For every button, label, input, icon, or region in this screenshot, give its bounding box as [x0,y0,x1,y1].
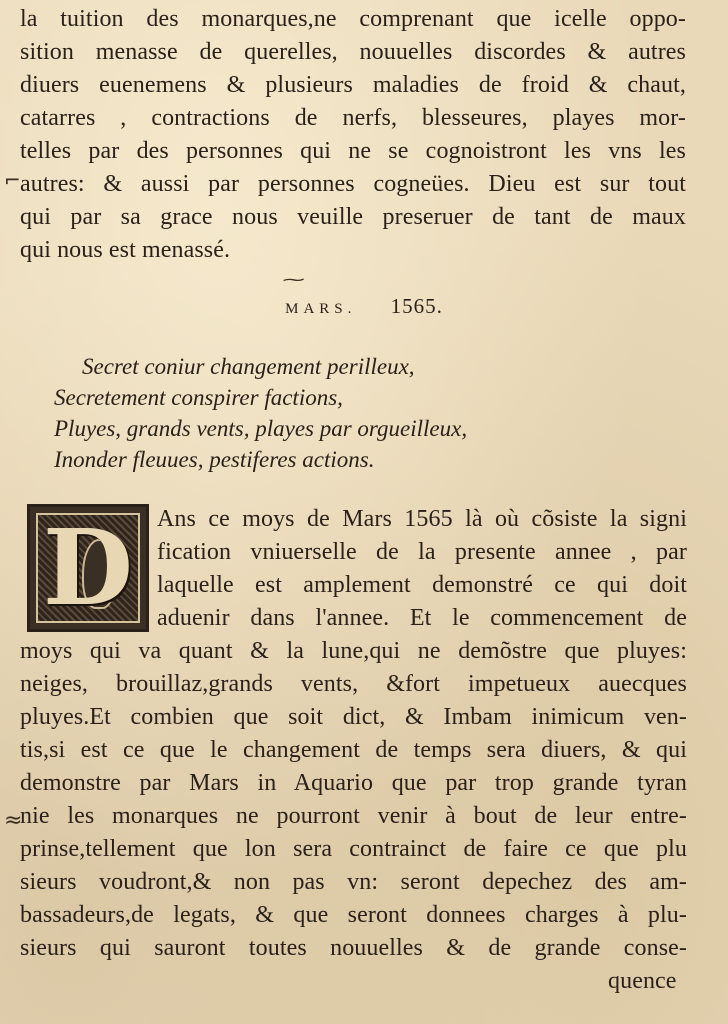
text-line: tis,si est ce que le changement de temps sera diuers, & qui [20,737,687,763]
text-line: qui par sa grace nous veuille preseruer de tant de maux [20,204,686,230]
text-line: telles par des personnes qui ne se cognoistront les vns les [20,138,686,164]
text-line: prinse,tellement que lon sera contrainct de faire ce que plu [20,836,687,862]
text-line: autres: & aussi par personnes cogneües. Dieu est sur tout [20,171,686,197]
text-line: nie les monarques ne pourront venir à bout de leur entre- [20,803,687,829]
text-line: neiges, brouillaz,grands vents, &fort impetueux auecques [20,671,687,697]
text-line: moys qui va quant & la lune,qui ne demõstre que pluyes: [20,638,687,664]
text-line: demonstre par Mars in Aquario que par trop grande tyran [20,770,687,796]
text-line: pluyes.Et combien que soit dict, & Imbam inimicum ven- [20,704,687,730]
text-line: diuers euenemens & plusieurs maladies de froid & chaut, [20,72,686,98]
verse-line: Pluyes, grands vents, playes par orgueilleux, [54,416,468,441]
margin-mark-icon: ⌐ [4,168,21,192]
verse-line: Inonder fleuues, pestiferes actions. [54,447,375,472]
margin-mark-icon: ≈ [4,808,23,833]
text-line: laquelle est amplement demonstré ce qui doit [157,572,687,598]
initial-letter: D [42,513,134,623]
catchword: quence [608,968,677,994]
heading-month: MARS. [285,301,357,317]
verse-line: Secret coniur changement perilleux, [82,354,415,379]
text-line: la tuition des monarques,ne comprenant que icelle oppo- [20,6,686,32]
text-line: sition menasse de querelles, nouuelles discordes & autres [20,39,686,65]
verse-line: Secretement conspirer factions, [54,385,343,410]
text-line: aduenir dans l'annee. Et le commencement de [157,605,687,631]
section-heading [0,294,728,319]
text-line: qui nous est menassé. [20,237,231,263]
text-line: sieurs voudront,& non pas vn: seront depechez des am- [20,869,687,895]
text-line: Ans ce moys de Mars 1565 là où cõsiste la signi [157,506,687,532]
ink-scribble-icon: ~ [280,270,308,289]
heading-year: 1565. [390,294,443,318]
text-line: bassadeurs,de legats, & que seront donnees charges à plu- [20,902,687,928]
decorated-initial [27,504,149,632]
text-line: fication vniuerselle de la presente annee , par [157,539,687,565]
woodcut-frame [36,513,140,623]
text-line: sieurs qui sauront toutes nouuelles & de grande conse- [20,935,687,961]
text-line: catarres , contractions de nerfs, blesseures, playes mor- [20,105,686,131]
